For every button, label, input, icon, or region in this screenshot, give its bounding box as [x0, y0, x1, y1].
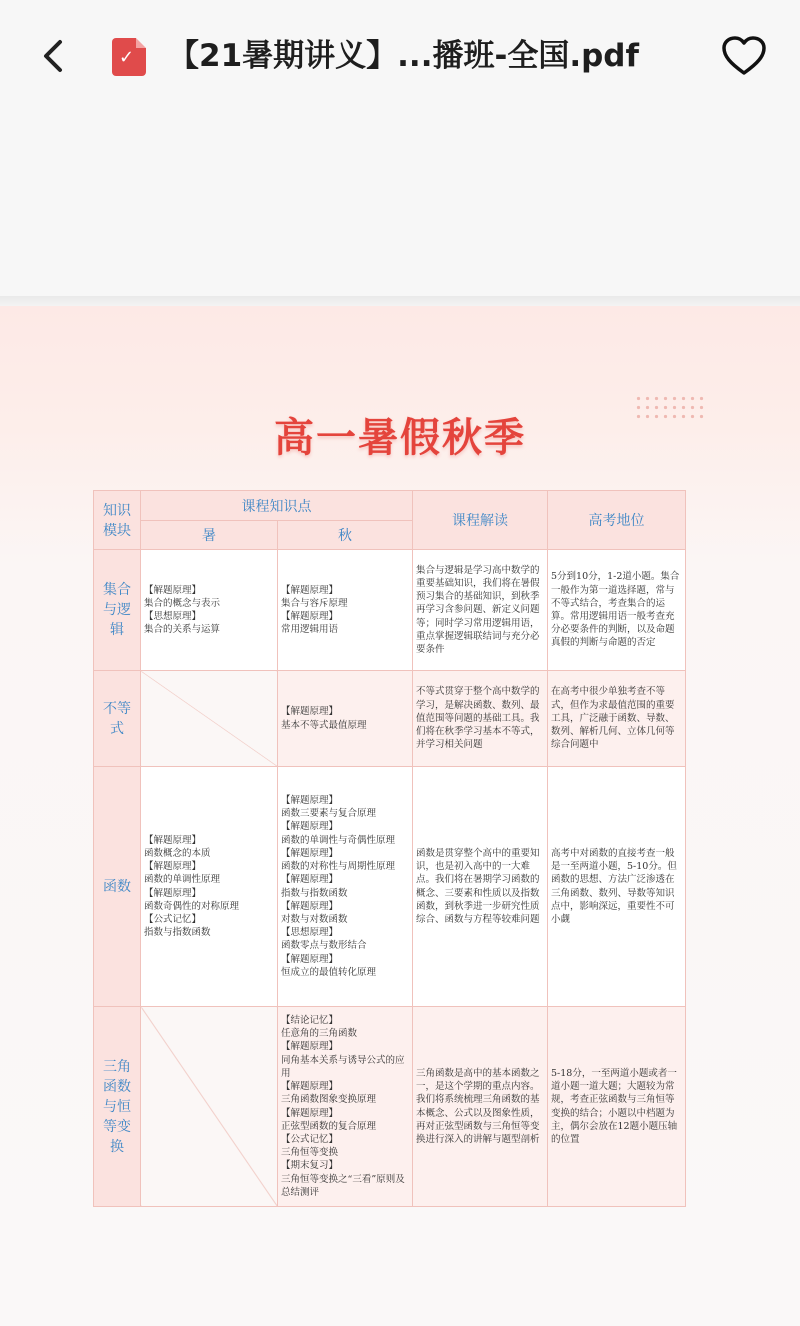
knowledge-point-line: 【解题原理】 [281, 706, 339, 718]
knowledge-point-line: 任意角的三角函数 [281, 1028, 358, 1040]
knowledge-point-line: 【解题原理】 [281, 795, 339, 807]
knowledge-point-line: 函数的单调性与奇偶性原理 [281, 834, 396, 846]
knowledge-point-line: 函数零点与数形结合 [281, 940, 367, 952]
knowledge-point-line: 基本不等式最值原理 [281, 719, 367, 731]
row-autumn [278, 1007, 413, 1207]
table-row [94, 767, 686, 1007]
row-exam: 在高考中很少单独考查不等式，但作为求最值范围的重要工具，广泛融于函数、导数、数列、解析几何、立体几何等综合问题中 [548, 671, 686, 767]
knowledge-point-line: 【解题原理】 [144, 834, 202, 846]
header-module: 知识模块 [94, 491, 141, 550]
knowledge-point-line: 【公式记忆】 [281, 1133, 339, 1145]
knowledge-point-line: 三角函数图象变换原理 [281, 1094, 377, 1106]
row-autumn [278, 767, 413, 1007]
row-autumn [278, 550, 413, 671]
row-summer-empty [141, 1007, 278, 1207]
knowledge-point-line: 正弦型函数的复合原理 [281, 1120, 377, 1132]
document-title: 【21暑期讲义】...播班-全国.pdf [168, 38, 639, 74]
chevron-left-icon[interactable] [36, 34, 76, 78]
row-summer [141, 767, 278, 1007]
row-exam: 5-18分，一至两道小题或者一道小题一道大题；大题较为常规，考查正弦函数与三角恒等变换的结合；小题以中档题为主，偶尔会放在12题小题压轴的位置 [548, 1007, 686, 1207]
knowledge-point-line: 集合的概念与表示 [144, 597, 221, 609]
row-interpretation: 集合与逻辑是学习高中数学的重要基础知识，我们将在暑假预习集合的基础知识，到秋季再学习含参问题、新定义问题等；同时学习常用逻辑用语，重点掌握逻辑联结词与充分必要条件 [413, 550, 548, 671]
knowledge-point-line: 常用逻辑用语 [281, 624, 339, 636]
knowledge-point-line: 指数与指数函数 [144, 927, 211, 939]
row-summer [141, 550, 278, 671]
pdf-file-icon: ✓ [112, 38, 146, 76]
knowledge-point-line: 函数的单调性原理 [144, 874, 221, 886]
knowledge-point-line: 三角恒等变换 [281, 1147, 339, 1159]
header-interpretation: 课程解读 [413, 491, 548, 550]
knowledge-point-line: 函数概念的本质 [144, 847, 211, 859]
knowledge-point-line: 【解题原理】 [144, 861, 202, 873]
knowledge-point-line: 【结论记忆】 [281, 1015, 339, 1027]
table-row [94, 671, 686, 767]
row-module: 集合与逻辑 [94, 550, 141, 671]
knowledge-point-line: 函数三要素与复合原理 [281, 808, 377, 820]
knowledge-point-line: 【解题原理】 [281, 1107, 339, 1119]
knowledge-point-line: 【解题原理】 [281, 821, 339, 833]
knowledge-point-line: 函数奇偶性的对称原理 [144, 900, 240, 912]
row-module: 函数 [94, 767, 141, 1007]
row-exam: 高考中对函数的直接考查一般是一至两道小题，5-10分。但函数的思想、方法广泛渗透在三角函数、数列、导数等知识点中，影响深远，重要性不可小觑 [548, 767, 686, 1007]
knowledge-point-line: 【解题原理】 [281, 1041, 339, 1053]
page-heading: 高一暑假秋季 [274, 415, 526, 461]
row-module: 不等式 [94, 671, 141, 767]
header-autumn: 秋 [278, 521, 413, 550]
knowledge-point-line: 【公式记忆】 [144, 913, 202, 925]
knowledge-point-line: 函数的对称性与周期性原理 [281, 861, 396, 873]
heart-outline-icon[interactable] [720, 34, 768, 78]
knowledge-point-line: 【思想原理】 [281, 927, 339, 939]
row-interpretation: 函数是贯穿整个高中的重要知识，也是初入高中的一大难点。我们将在暑期学习函数的概念、三要素和性质以及指数函数，到秋季进一步研究性质综合、函数与方程等较难问题 [413, 767, 548, 1007]
knowledge-point-line: 【解题原理】 [281, 584, 339, 596]
knowledge-point-line: 【解题原理】 [144, 887, 202, 899]
knowledge-point-line: 【期末复习】 [281, 1160, 339, 1172]
knowledge-point-line: 【解题原理】 [281, 611, 339, 622]
knowledge-point-line: 集合的关系与运算 [144, 624, 221, 636]
pdf-page[interactable] [0, 306, 800, 1326]
row-module: 三角函数与恒等变换 [94, 1007, 141, 1207]
row-interpretation: 不等式贯穿于整个高中数学的学习，是解决函数、数列、最值范围等问题的基础工具。我们将在秋季学习基本不等式，并学习相关问题 [413, 671, 548, 767]
knowledge-point-line: 【解题原理】 [281, 874, 339, 886]
table-row [94, 1007, 686, 1207]
knowledge-point-line: 指数与指数函数 [281, 887, 348, 899]
knowledge-point-line: 【解题原理】 [144, 584, 202, 596]
row-exam: 5分到10分，1-2道小题。集合一般作为第一道选择题，常与不等式结合，考查集合的运算。常用逻辑用语一般考查充分必要条件的判断，以及命题真假的判断与命题的否定 [548, 550, 686, 671]
knowledge-point-line: 同角基本关系与诱导公式的应用 [281, 1054, 405, 1079]
knowledge-point-line: 对数与对数函数 [281, 913, 348, 925]
row-interpretation: 三角函数是高中的基本函数之一，是这个学期的重点内容。我们将系统梳理三角函数的基本概念、公式以及图象性质，再对正弦型函数与三角恒等变换进行深入的讲解与题型剖析 [413, 1007, 548, 1207]
knowledge-point-line: 【思想原理】 [144, 611, 202, 622]
header-summer: 暑 [141, 521, 278, 550]
knowledge-point-line: 恒成立的最值转化原理 [281, 966, 377, 978]
course-table [93, 490, 686, 1207]
header-points: 课程知识点 [141, 491, 413, 521]
knowledge-point-line: 集合与容斥原理 [281, 597, 348, 609]
app-toolbar [0, 0, 800, 300]
knowledge-point-line: 【解题原理】 [281, 1081, 339, 1093]
table-row [94, 550, 686, 671]
knowledge-point-line: 【解题原理】 [281, 847, 339, 859]
page-divider [0, 296, 800, 306]
header-exam-status: 高考地位 [548, 491, 686, 550]
row-autumn [278, 671, 413, 767]
knowledge-point-line: 【解题原理】 [281, 953, 339, 965]
knowledge-point-line: 三角恒等变换之“三看”原则及总结测评 [281, 1173, 405, 1198]
row-summer-empty [141, 671, 278, 767]
knowledge-point-line: 【解题原理】 [281, 900, 339, 912]
